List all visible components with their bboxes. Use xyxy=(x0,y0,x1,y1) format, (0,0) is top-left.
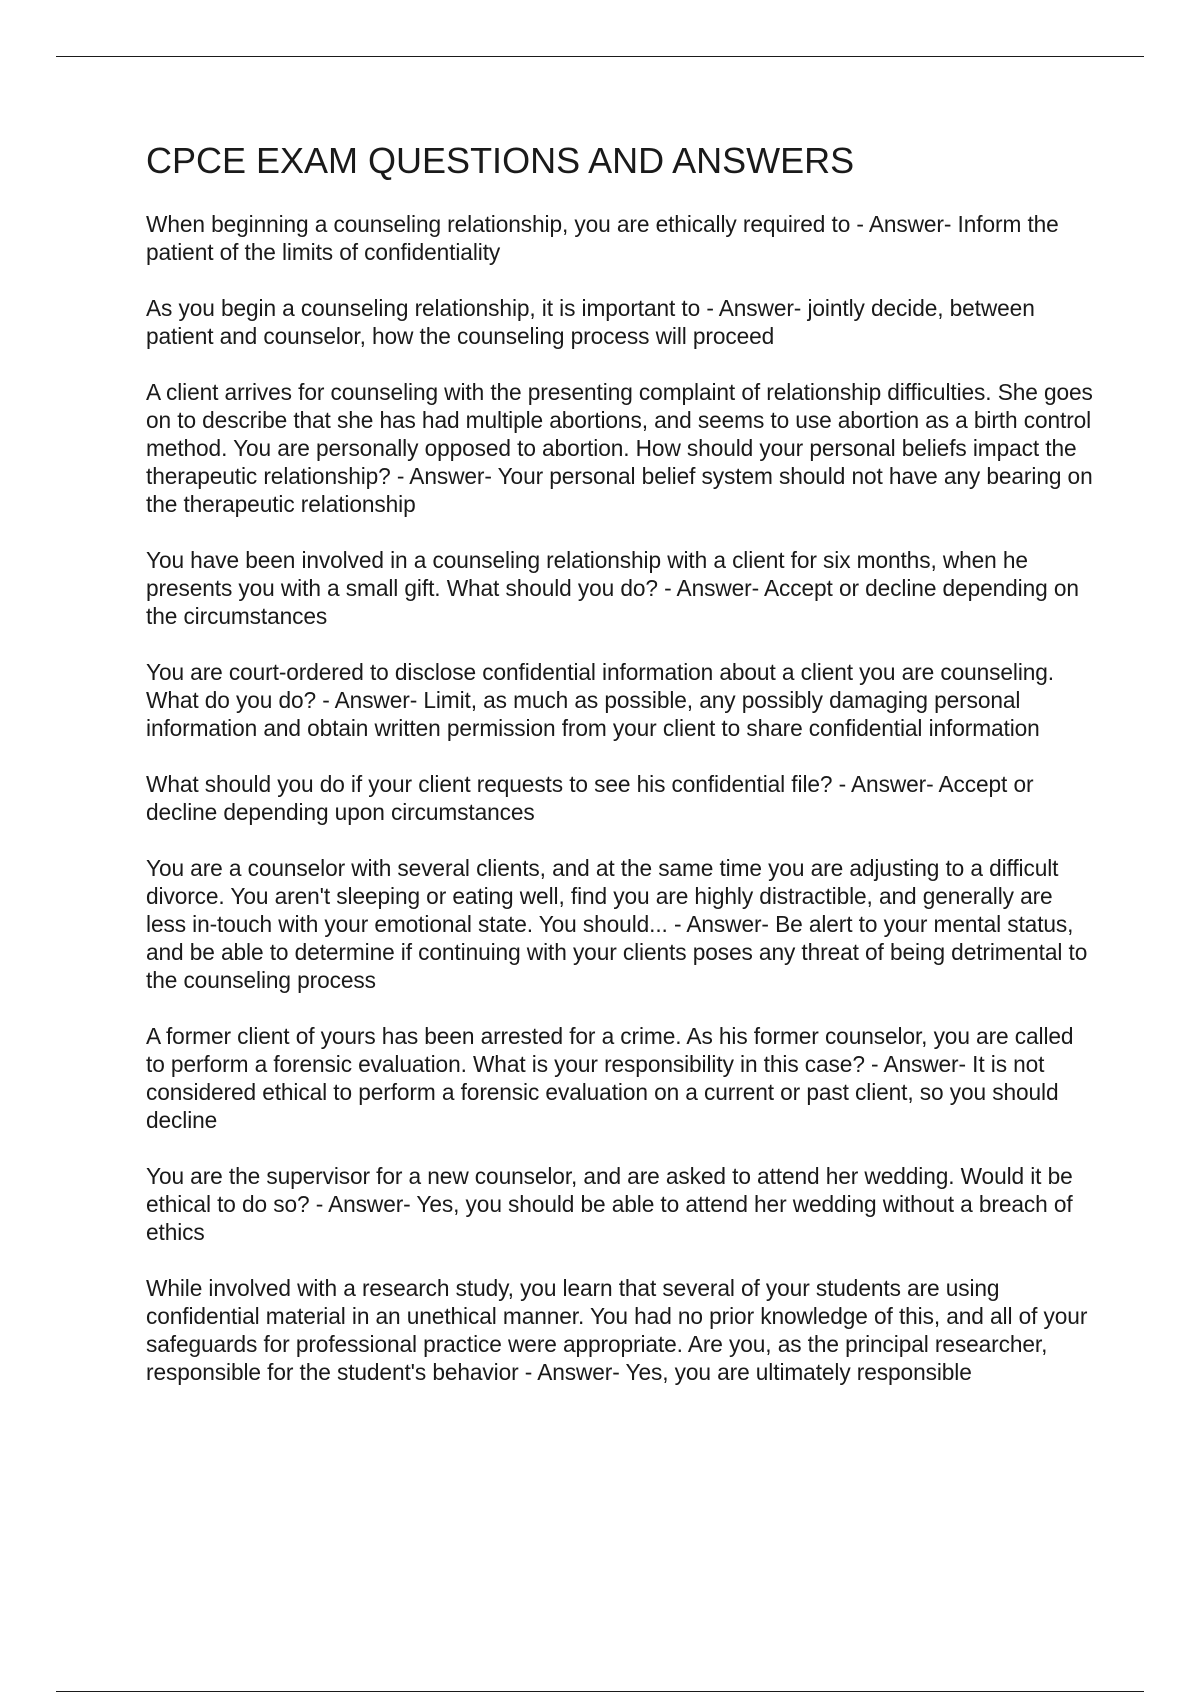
document-body xyxy=(146,140,1096,1414)
header-rule xyxy=(56,56,1144,57)
document-title: CPCE EXAM QUESTIONS AND ANSWERS xyxy=(146,140,855,181)
qa-item-10: While involved with a research study, you learn that several of your students are using confidential material in an unethical manner. You had no prior knowledge of this, and all of your safeguards for professional practice were appropriate. Are you, as the principal researcher, responsible for the student's behavior - Answer- Yes, you are ultimately responsible xyxy=(146,1275,1088,1385)
footer-rule xyxy=(56,1691,1144,1692)
qa-item-1: When beginning a counseling relationship, you are ethically required to - Answer- Inform the patient of the limits of confidentiality xyxy=(146,211,1059,265)
qa-item-6: What should you do if your client requests to see his confidential file? - Answer- Accept or decline depending upon circumstances xyxy=(146,771,1034,825)
qa-item-2: As you begin a counseling relationship, it is important to - Answer- jointly decide, between patient and counselor, how the counseling process will proceed xyxy=(146,295,1035,349)
qa-item-4: You have been involved in a counseling relationship with a client for six months, when he presents you with a small gift. What should you do? - Answer- Accept or decline depending on the circumstances xyxy=(146,547,1079,629)
qa-item-8: A former client of yours has been arrested for a crime. As his former counselor, you are called to perform a forensic evaluation. What is your responsibility in this case? - Answer- It is not considered ethical to perform a forensic evaluation on a current or past client, so you should decline xyxy=(146,1023,1074,1133)
qa-item-3: A client arrives for counseling with the presenting complaint of relationship difficulties. She goes on to describe that she has had multiple abortions, and seems to use abortion as a birth control method. You are personally opposed to abortion. How should your personal beliefs impact the therapeutic relationship? - Answer- Your personal belief system should not have any bearing on the therapeutic relationship xyxy=(146,379,1093,517)
qa-item-7: You are a counselor with several clients, and at the same time you are adjusting to a difficult divorce. You aren't sleeping or eating well, find you are highly distractible, and generally are less in-touch with your emotional state. You should... - Answer- Be alert to your mental status, and be able to determine if continuing with your clients poses any threat of being detrimental to the counseling process xyxy=(146,855,1088,993)
qa-item-9: You are the supervisor for a new counselor, and are asked to attend her wedding. Would it be ethical to do so? - Answer- Yes, you should be able to attend her wedding without a breach of ethics xyxy=(146,1163,1073,1245)
qa-item-5: You are court-ordered to disclose confidential information about a client you are counseling. What do you do? - Answer- Limit, as much as possible, any possibly damaging personal information and obtain written permission from your client to share confidential information xyxy=(146,659,1055,741)
